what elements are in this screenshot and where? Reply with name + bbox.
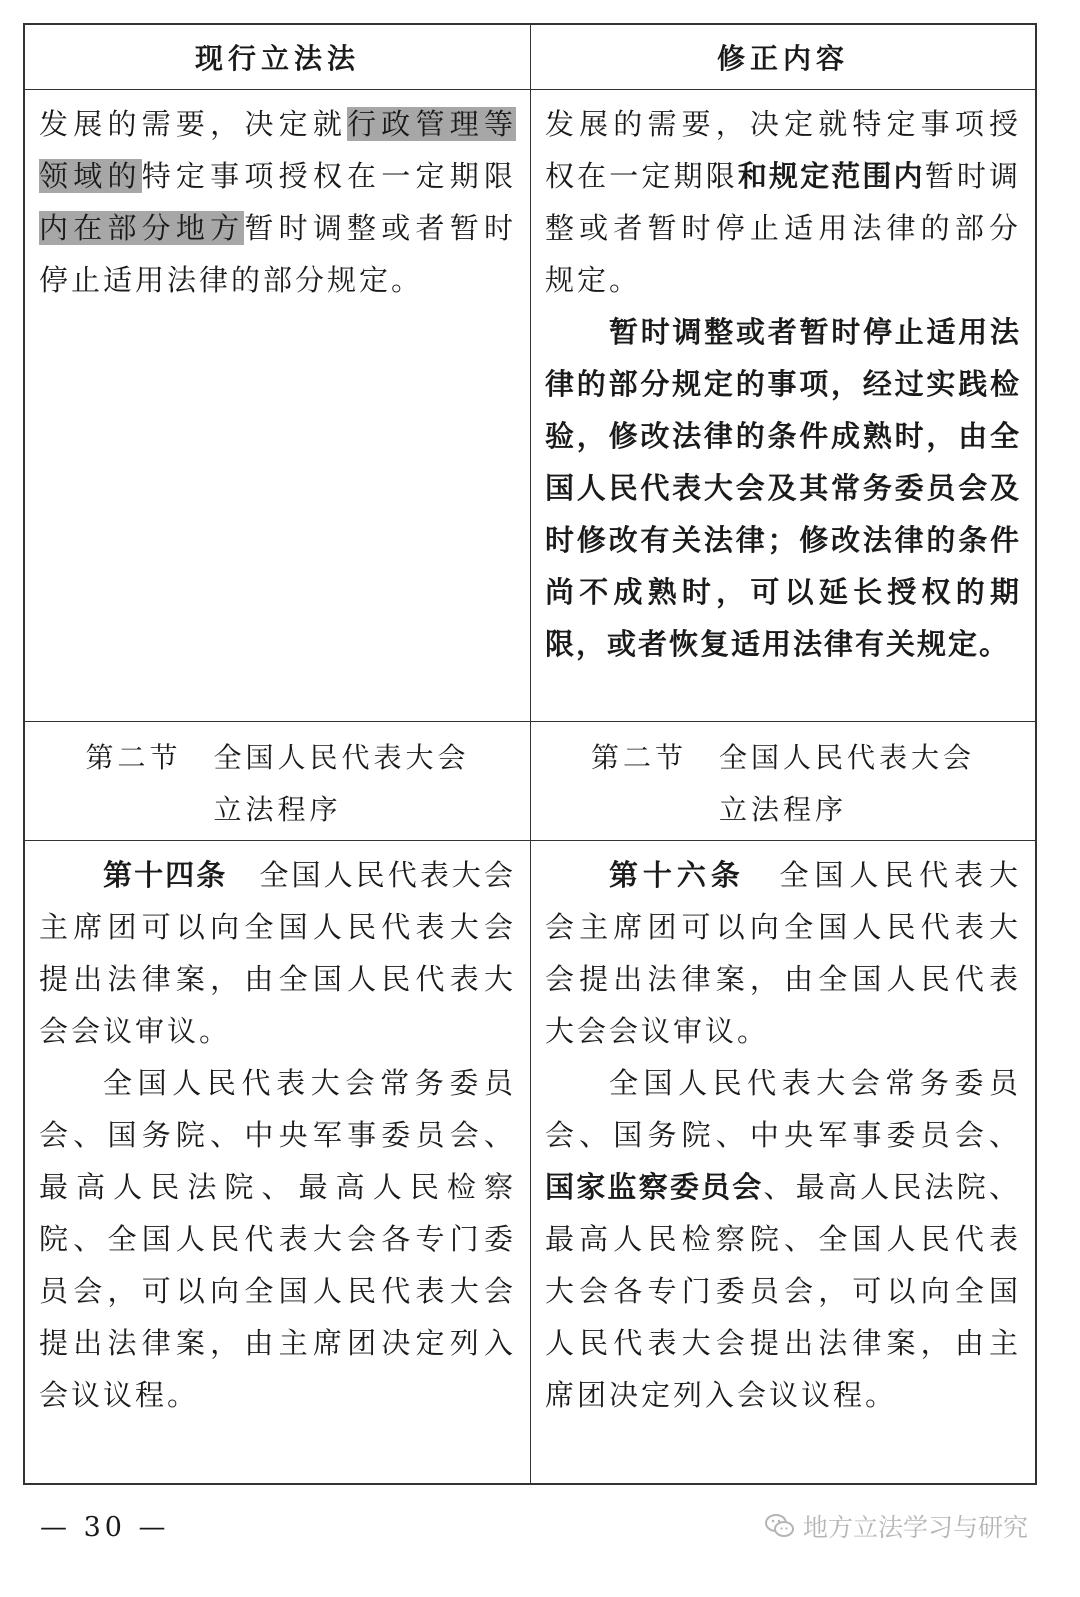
text-run: 暂时调整或者暂时停止适用法律的部分规定。 (545, 159, 1021, 297)
text-run: 、最高人民法院、最高人民检察院、全国人民代表大会各专门委员会，可以向全国人民代表大会提出法律案，由主席团决定列入会议议程。 (545, 1170, 1021, 1412)
section-heading-right (530, 722, 1035, 840)
current-law-cell (25, 841, 530, 1483)
section-title-line: 第二节 全国人民代表大会 (85, 741, 470, 774)
highlighted-text: 内在部分地方 (39, 211, 245, 245)
bold-text: 国家监察委员会 (545, 1170, 764, 1204)
amendment-paragraph (545, 98, 1021, 306)
watermark (765, 1508, 1028, 1544)
article-number: 第十六条 (609, 858, 745, 892)
text-run: 特定事项授权在一定期限 (141, 159, 516, 193)
section-title-line: 第二节 全国人民代表大会 (590, 741, 975, 774)
amendment-new-paragraph: 暂时调整或者暂时停止适用法律的部分规定的事项，经过实践检验，修改法律的条件成熟时，由全国人民代表大会及其常务委员会及时修改有关法律；修改法律的条件尚不成熟时，可以延长授权的期限，或者恢复适用法律有关规定。 (545, 315, 1021, 661)
text-run: 发展的需要，决定就特定事项授权在一定期限 (545, 107, 1021, 193)
wechat-icon (765, 1513, 795, 1539)
section-heading-row (25, 721, 1035, 840)
current-law-paragraph (39, 98, 516, 306)
amendment-cell (530, 841, 1035, 1483)
current-law-cell (25, 90, 530, 721)
section-heading-left (25, 722, 530, 840)
article-text: 全国人民代表大会主席团可以向全国人民代表大会提出法律案，由全国人民代表大会会议审议。 (39, 858, 516, 1048)
header-current-law: 现行立法法 (194, 42, 360, 75)
article-paragraph (39, 849, 516, 1057)
text-run: 全国人民代表大会常务委员会、国务院、中央军事委员会、 (545, 1066, 1021, 1152)
highlighted-text: 行政管理等领域的 (39, 107, 516, 193)
article-paragraph (545, 1057, 1021, 1421)
article-paragraph: 全国人民代表大会常务委员会、国务院、中央军事委员会、最高人民法院、最高人民检察院、全国人民代表大会各专门委员会，可以向全国人民代表大会提出法律案，由主席团决定列入会议议程。 (39, 1066, 516, 1412)
section-subtitle-line: 立法程序 (213, 793, 342, 826)
watermark-text: 地方立法学习与研究 (802, 1513, 1028, 1542)
comparison-table (23, 23, 1037, 1485)
article-number: 第十四条 (103, 858, 228, 892)
table-header-row (25, 25, 1035, 89)
header-amendment: 修正内容 (530, 25, 1035, 89)
page-number: — 30 — (40, 1512, 170, 1543)
article-text: 全国人民代表大会主席团可以向全国人民代表大会提出法律案，由全国人民代表大会会议审议。 (545, 858, 1021, 1048)
table-row (25, 89, 1035, 721)
bold-text: 和规定范围内 (737, 159, 925, 193)
table-row (25, 840, 1035, 1483)
amendment-cell (530, 90, 1035, 721)
text-run: 发展的需要，决定就 (39, 107, 348, 141)
section-subtitle-line: 立法程序 (718, 793, 847, 826)
article-paragraph (545, 849, 1021, 1057)
text-run: 暂时调整或者暂时停止适用法律的部分规定。 (39, 211, 516, 297)
